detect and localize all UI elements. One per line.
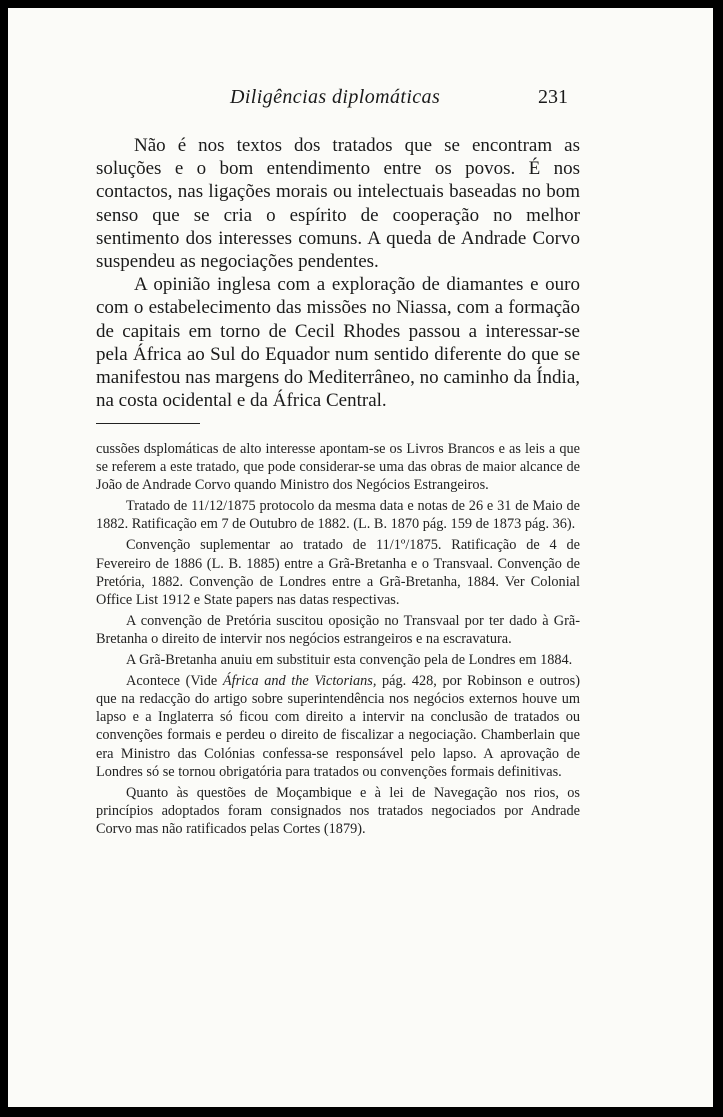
body-paragraph: Não é nos textos dos tratados que se encontram as soluções e o bom entendimento entre os povos. É nos contactos, nas ligações morais ou intelectuais baseadas no bom senso que se cria o espírito de cooperação no melhor sentimento dos interesses comuns. A queda de Andrade Corvo suspendeu as negociações pendentes. — [96, 135, 580, 273]
footnote-text: Acontece (Vide — [126, 673, 223, 690]
book-title: África and the Victorians, — [222, 673, 377, 690]
page-number: 231 — [538, 86, 568, 108]
page-header — [8, 86, 713, 120]
footnote-paragraph: Quanto às questões de Moçambique e à lei de Navegação nos rios, os princípios adoptados foram consignados nos tratados negociados por Andrade Corvo mas não ratificados pelas Cortes (1879). — [96, 784, 580, 837]
running-title: Diligências diplomáticas — [230, 86, 441, 108]
footnote-paragraph — [96, 672, 580, 781]
footnote-paragraph: Tratado de 11/12/1875 protocolo da mesma data e notas de 26 e 31 de Maio de 1882. Ratificação em 7 de Outubro de 1882. (L. B. 1870 pág. 159 de 1873 pág. 36). — [96, 498, 580, 533]
footnote-continuation: cussões dsplomáticas de alto interesse apontam-se os Livros Brancos e as leis a que se referem a este tratado, que pode considerar-se uma das obras de maior alcance de João de Andrade Corvo quando Ministro dos Negócios Estrangeiros. — [96, 441, 580, 494]
footnote-paragraph: A convenção de Pretória suscitou oposição no Transvaal por ter dado à Grã-Bretanha o direito de intervir nos negócios estrangeiros e na escravatura. — [96, 612, 580, 647]
body-text — [96, 134, 580, 412]
footnotes — [96, 440, 580, 841]
footnote-paragraph: Convenção suplementar ao tratado de 11/1º/1875. Ratificação de 4 de Fevereiro de 1886 (L. B. 1885) entre a Grã-Bretanha e o Transvaal. Convenção de Pretória, 1882. Convenção de Londres entre a Grã-Bretanha, 1884. Ver Colonial Office List 1912 e State papers nas datas respectivas. — [96, 537, 580, 608]
footnote-paragraph: A Grã-Bretanha anuiu em substituir esta convenção pela de Londres em 1884. — [126, 652, 573, 669]
body-paragraph: A opinião inglesa com a exploração de diamantes e ouro com o estabelecimento das missões no Niassa, com a formação de capitais em torno de Cecil Rhodes passou a interessar-se pela África ao Sul do Equador num sentido diferente do que se manifestou nas margens do Mediterrâneo, no caminho da Índia, na costa ocidental e da África Central. — [96, 274, 581, 412]
book-page — [8, 8, 713, 1107]
footnote-text: pág. 428, por Robinson e outros) que na redacção do artigo sobre superintendência nos negócios externos houve um lapso e a Inglaterra só ficou com direito a intervir na conclusão de tratados ou convenções formais e perdeu o direito de fiscalizar a negociação. Chamberlain que era Ministro das Colónias confessa-se responsável pelo lapso. A aprovação de Londres só se tornou obrigatória para tratados ou convenções formais definitivas. — [96, 673, 580, 780]
footnote-divider — [96, 423, 200, 424]
